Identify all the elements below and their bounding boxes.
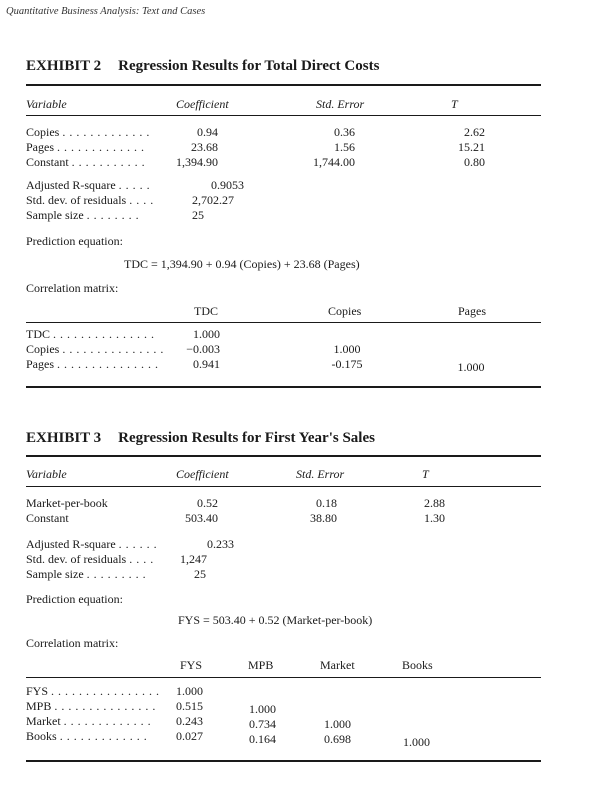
- header-coefficient: Coefficient: [176, 97, 229, 111]
- corr-value: 0.243: [176, 714, 203, 728]
- corr-header: FYS: [180, 658, 203, 672]
- correlation-matrix-label: Correlation matrix:: [26, 636, 119, 650]
- corr-value: 1.000: [324, 717, 351, 731]
- exhibit-3-title: Regression Results for First Year's Sales: [118, 430, 375, 446]
- stat-row: [26, 208, 139, 223]
- stat-row: [26, 552, 154, 567]
- stat-value: 1,247: [180, 552, 207, 566]
- corr-value: 0.698: [324, 732, 351, 746]
- prediction-equation-label: Prediction equation:: [26, 234, 123, 248]
- exhibit-2-heading: [26, 58, 379, 75]
- table-row: [26, 327, 155, 342]
- prediction-equation: FYS = 503.40 + 0.52 (Market-per-book): [178, 613, 373, 627]
- header-variable: Variable: [26, 97, 67, 111]
- corr-value: 0.941: [193, 357, 220, 371]
- corr-value: 0.027: [176, 729, 203, 743]
- table-row: [26, 140, 145, 155]
- corr-value: 1.000: [457, 360, 485, 374]
- divider: [26, 386, 541, 388]
- corr-header: Market: [320, 658, 355, 672]
- leader-dots: . . . . . . . . . . . . .: [57, 140, 145, 154]
- leader-dots: . . . . . . . . . . .: [71, 155, 146, 169]
- std-error-value: 1,744.00: [313, 155, 355, 169]
- corr-value: 1.000: [333, 342, 361, 356]
- row-label: Market: [26, 714, 61, 728]
- corr-value: −0.003: [186, 342, 220, 356]
- divider: [26, 760, 541, 762]
- header-t: T: [451, 97, 458, 111]
- leader-dots: . . . .: [129, 552, 154, 566]
- divider: [26, 322, 541, 323]
- row-label: Market-per-book: [26, 496, 108, 510]
- std-error-value: 0.36: [334, 125, 355, 139]
- table-row: [26, 684, 160, 699]
- row-label: Constant: [26, 511, 69, 525]
- corr-value: 0.734: [249, 717, 276, 731]
- stat-value: 25: [192, 208, 204, 222]
- correlation-matrix-label: Correlation matrix:: [26, 281, 119, 295]
- stat-label: Std. dev. of residuals: [26, 193, 127, 207]
- t-value: 1.30: [424, 511, 445, 525]
- prediction-equation-label: Prediction equation:: [26, 592, 123, 606]
- coefficient-value: 1,394.90: [176, 155, 218, 169]
- leader-dots: . . . . . .: [118, 537, 158, 551]
- corr-header: Copies: [328, 304, 362, 318]
- row-label: Copies: [26, 125, 60, 139]
- stat-label: Std. dev. of residuals: [26, 552, 127, 566]
- std-error-value: 1.56: [334, 140, 355, 154]
- corr-header: TDC: [194, 304, 218, 318]
- corr-header: MPB: [248, 658, 274, 672]
- exhibit-3-heading: [26, 430, 375, 447]
- coefficient-value: 503.40: [185, 511, 218, 525]
- leader-dots: . . . . . . . . . . . . .: [62, 125, 150, 139]
- stat-value: 0.9053: [211, 178, 244, 192]
- exhibit-2-label: EXHIBIT 2: [26, 58, 102, 74]
- row-label: Copies: [26, 342, 60, 356]
- stat-row: [26, 178, 150, 193]
- stat-row: [26, 567, 146, 582]
- std-error-value: 0.18: [316, 496, 337, 510]
- corr-value: 1.000: [193, 327, 220, 341]
- row-label: FYS: [26, 684, 49, 698]
- exhibit-3-label: EXHIBIT 3: [26, 430, 102, 446]
- corr-value: -0.175: [331, 357, 363, 371]
- stat-label: Adjusted R-square: [26, 178, 116, 192]
- table-row: [26, 155, 145, 170]
- row-label: TDC: [26, 327, 50, 341]
- table-row: [26, 699, 156, 714]
- row-label: Pages: [26, 357, 54, 371]
- std-error-value: 38.80: [310, 511, 337, 525]
- corr-header: Pages: [458, 304, 486, 318]
- stat-row: [26, 537, 157, 552]
- t-value: 15.21: [458, 140, 485, 154]
- corr-value: 1.000: [176, 684, 203, 698]
- t-value: 2.62: [464, 125, 485, 139]
- row-label: Constant: [26, 155, 69, 169]
- table-row: [26, 357, 159, 372]
- leader-dots: . . . . . . . . . . . . .: [59, 729, 148, 743]
- prediction-equation: TDC = 1,394.90 + 0.94 (Copies) + 23.68 (Pages): [124, 257, 360, 271]
- stat-value: 2,702.27: [192, 193, 234, 207]
- leader-dots: . . . . . . . . . . . . .: [63, 714, 152, 728]
- corr-value: 1.000: [403, 735, 430, 749]
- table-row: [26, 729, 147, 744]
- exhibit-2-title: Regression Results for Total Direct Costs: [118, 58, 380, 74]
- row-label: Pages: [26, 140, 54, 154]
- corr-header: Books: [402, 658, 433, 672]
- leader-dots: . . . .: [129, 193, 154, 207]
- stat-row: [26, 193, 154, 208]
- corr-value: 0.515: [176, 699, 203, 713]
- t-value: 0.80: [464, 155, 485, 169]
- header-t: T: [422, 467, 429, 481]
- stat-value: 25: [194, 567, 206, 581]
- stat-value: 0.233: [207, 537, 234, 551]
- leader-dots: . . . . . . . . . . . . . . .: [57, 357, 159, 371]
- coefficient-value: 0.94: [197, 125, 218, 139]
- row-label: Books: [26, 729, 57, 743]
- leader-dots: . . . . .: [118, 178, 151, 192]
- leader-dots: . . . . . . . . . . . . . . . .: [51, 684, 160, 698]
- row-label: MPB: [26, 699, 52, 713]
- leader-dots: . . . . . . . .: [86, 208, 140, 222]
- table-row: [26, 342, 164, 357]
- leader-dots: . . . . . . . . . . . . . . .: [53, 327, 155, 341]
- divider: [26, 677, 541, 678]
- divider: [26, 455, 541, 457]
- stat-label: Sample size: [26, 208, 84, 222]
- leader-dots: . . . . . . . . . . . . . . .: [54, 699, 156, 713]
- stat-label: Sample size: [26, 567, 84, 581]
- stat-label: Adjusted R-square: [26, 537, 116, 551]
- divider: [26, 486, 541, 487]
- coefficient-value: 23.68: [191, 140, 218, 154]
- t-value: 2.88: [424, 496, 445, 510]
- coefficient-value: 0.52: [197, 496, 218, 510]
- leader-dots: . . . . . . . . .: [86, 567, 147, 581]
- divider: [26, 84, 541, 86]
- divider: [26, 115, 541, 116]
- header-coefficient: Coefficient: [176, 467, 229, 481]
- running-header: Quantitative Business Analysis: Text and Cases: [6, 6, 206, 17]
- table-row: [26, 714, 151, 729]
- header-std-error: Std. Error: [296, 467, 345, 481]
- corr-value: 1.000: [249, 702, 276, 716]
- header-variable: Variable: [26, 467, 67, 481]
- header-std-error: Std. Error: [316, 97, 365, 111]
- table-row: [26, 125, 150, 140]
- corr-value: 0.164: [249, 732, 276, 746]
- leader-dots: . . . . . . . . . . . . . . .: [62, 342, 164, 356]
